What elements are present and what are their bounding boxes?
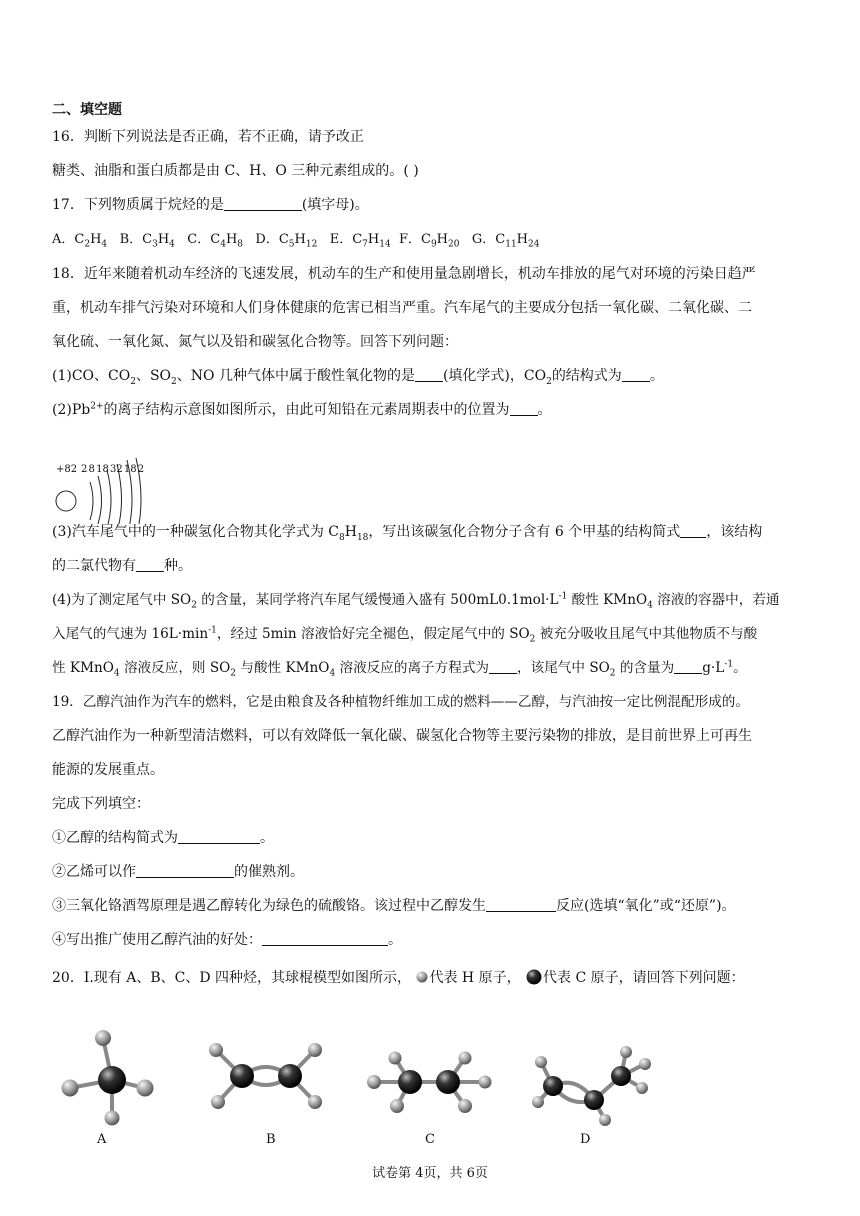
q18-line1: 18．近年来随着机动车经济的飞速发展，机动车的生产和使用量急剧增长，机动车排放的尾气对环境的污染日趋严	[52, 266, 756, 282]
q17-option-a[interactable]: A．$C_2H_4$	[52, 232, 108, 250]
q17-stem: 17．下列物质属于烷烃的是 (填字母)。	[52, 197, 369, 213]
ion-nucleus-label: +82	[56, 464, 78, 475]
q18-part4-line2: 入尾气的气速为 $16L\cdot\min^{-1}$，经过 5min 溶液恰好完全褪色，假定尾气中的 $SO_2$ 被充分吸收且尾气中其他物质不与酸	[52, 625, 758, 645]
q17-option-b[interactable]: B．$C_3H_4$	[119, 232, 175, 250]
q19-line3: 能源的发展重点。	[52, 762, 164, 778]
q19-line2: 乙醇汽油作为一种新型清洁燃料，可以有效降低一氧化碳、碳氢化合物等主要污染物的排放，是目前世界上可再生	[52, 728, 752, 744]
q18-part3-line2: 的二氯代物有 种。	[52, 558, 192, 574]
q16-answer-paren[interactable]: ( )	[403, 163, 419, 179]
model-a-methane	[62, 1030, 154, 1126]
q17-option-e[interactable]: E．$C_7H_{14}$	[329, 232, 391, 250]
q17-option-c[interactable]: C．$C_4H_8$	[187, 232, 244, 250]
q18-part1: (1)CO、$CO_2$、$SO_2$、NO 几种气体中属于酸性氧化物的是 (填化学式)，$CO_2$的结构式为 。	[52, 368, 664, 387]
model-b-ethylene	[209, 1043, 322, 1109]
q17-blank[interactable]	[224, 196, 302, 211]
q17-option-g[interactable]: G．$C_{11}H_{24}$	[471, 232, 540, 250]
ball-stick-models	[0, 1020, 860, 1130]
q18-p4-blank1[interactable]	[489, 659, 517, 674]
q19-s2-blank[interactable]	[136, 863, 234, 878]
q16-line1: 16．判断下列说法是否正确，若不正确，请予改正	[52, 129, 364, 145]
q18-p4-blank2[interactable]	[674, 659, 702, 674]
q17-option-d[interactable]: D．$C_5H_{12}$	[255, 232, 318, 250]
q18-part2: $(2)Pb^{2+}$的离子结构示意图如图所示，由此可知铅在元素周期表中的位置为 。	[52, 401, 552, 418]
q18-part4-line3: 性 KMnO$_4$ 溶液反应，则 $SO_2$ 与酸性 KMnO$_4$ 溶液反应的离子方程式为 ，该尾气中 $SO_2$ 的含量为 $g\cdot L^{-1}$。	[52, 659, 747, 679]
ion-shell-electrons: 2 8 18 32 18 2	[81, 464, 145, 475]
q18-line2: 重，机动车排气污染对环境和人们身体健康的危害已相当严重。汽车尾气的主要成分包括一氧化碳、二氧化碳、二	[52, 300, 752, 316]
q20-stem: 20．I.现有 A、B、C、D 四种烃，其球棍模型如图所示， 代表 H 原子， 代表 C 原子，请回答下列问题：	[52, 970, 745, 986]
model-label-c: C	[425, 1132, 435, 1147]
q16-line2: 糖类、油脂和蛋白质都是由 C、H、O 三种元素组成的。( )	[52, 163, 419, 179]
hydrogen-atom-icon	[415, 970, 429, 984]
model-d-propene	[532, 1046, 651, 1126]
q18-p3-blank2[interactable]	[136, 557, 164, 572]
q17-options	[52, 230, 539, 250]
q19-sub4: ④写出推广使用乙醇汽油的好处： 。	[52, 932, 402, 948]
q19-s4-blank[interactable]	[262, 931, 388, 946]
q17-option-f[interactable]: F．$C_9H_{20}$	[398, 232, 460, 250]
q19-s3-blank[interactable]	[486, 897, 556, 912]
model-c-ethane	[367, 1052, 492, 1114]
q18-part4-line1: (4)为了测定尾气中 $SO_2$ 的含量，某同学将汽车尾气缓慢通入盛有 $500mL0.1mol\cdot L^{-1}$ 酸性 KMnO$_4$ 溶液的容器中，若通	[52, 591, 780, 611]
q19-s1-blank[interactable]	[178, 829, 260, 844]
q18-p1-blank2[interactable]	[622, 367, 650, 382]
q18-line3: 氧化硫、一氧化氮、氮气以及铅和碳氢化合物等。回答下列问题：	[52, 334, 458, 350]
q18-p2-blank[interactable]	[510, 401, 538, 416]
section-title: 二、填空题	[52, 102, 122, 118]
q18-p1-blank1[interactable]	[415, 367, 443, 382]
model-label-d: D	[580, 1132, 591, 1147]
q18-p3-blank1[interactable]	[680, 523, 706, 538]
q19-sub1: ①乙醇的结构简式为 。	[52, 830, 274, 846]
page-footer: 试卷第 4页，共 6页	[372, 1166, 488, 1181]
q19-sub3: ③三氧化铬酒驾原理是遇乙醇转化为绿色的硫酸铬。该过程中乙醇发生 反应(选填“氧化”或“还原”)。	[52, 898, 736, 914]
carbon-atom-icon	[525, 969, 543, 985]
q18-part3-line1: (3)汽车尾气中的一种碳氢化合物其化学式为 $C_8H_{18}$，写出该碳氢化合物分子含有 6 个甲基的结构简式 ，该结构	[52, 524, 763, 543]
model-label-b: B	[266, 1132, 276, 1147]
q19-line4: 完成下列填空：	[52, 796, 150, 812]
model-label-a: A	[97, 1132, 107, 1147]
q19-sub2: ②乙烯可以作 的催熟剂。	[52, 864, 304, 880]
q19-line1: 19．乙醇汽油作为汽车的燃料，它是由粮食及各种植物纤维加工成的燃料——乙醇，与汽油按一定比例混配形成的。	[52, 694, 749, 710]
